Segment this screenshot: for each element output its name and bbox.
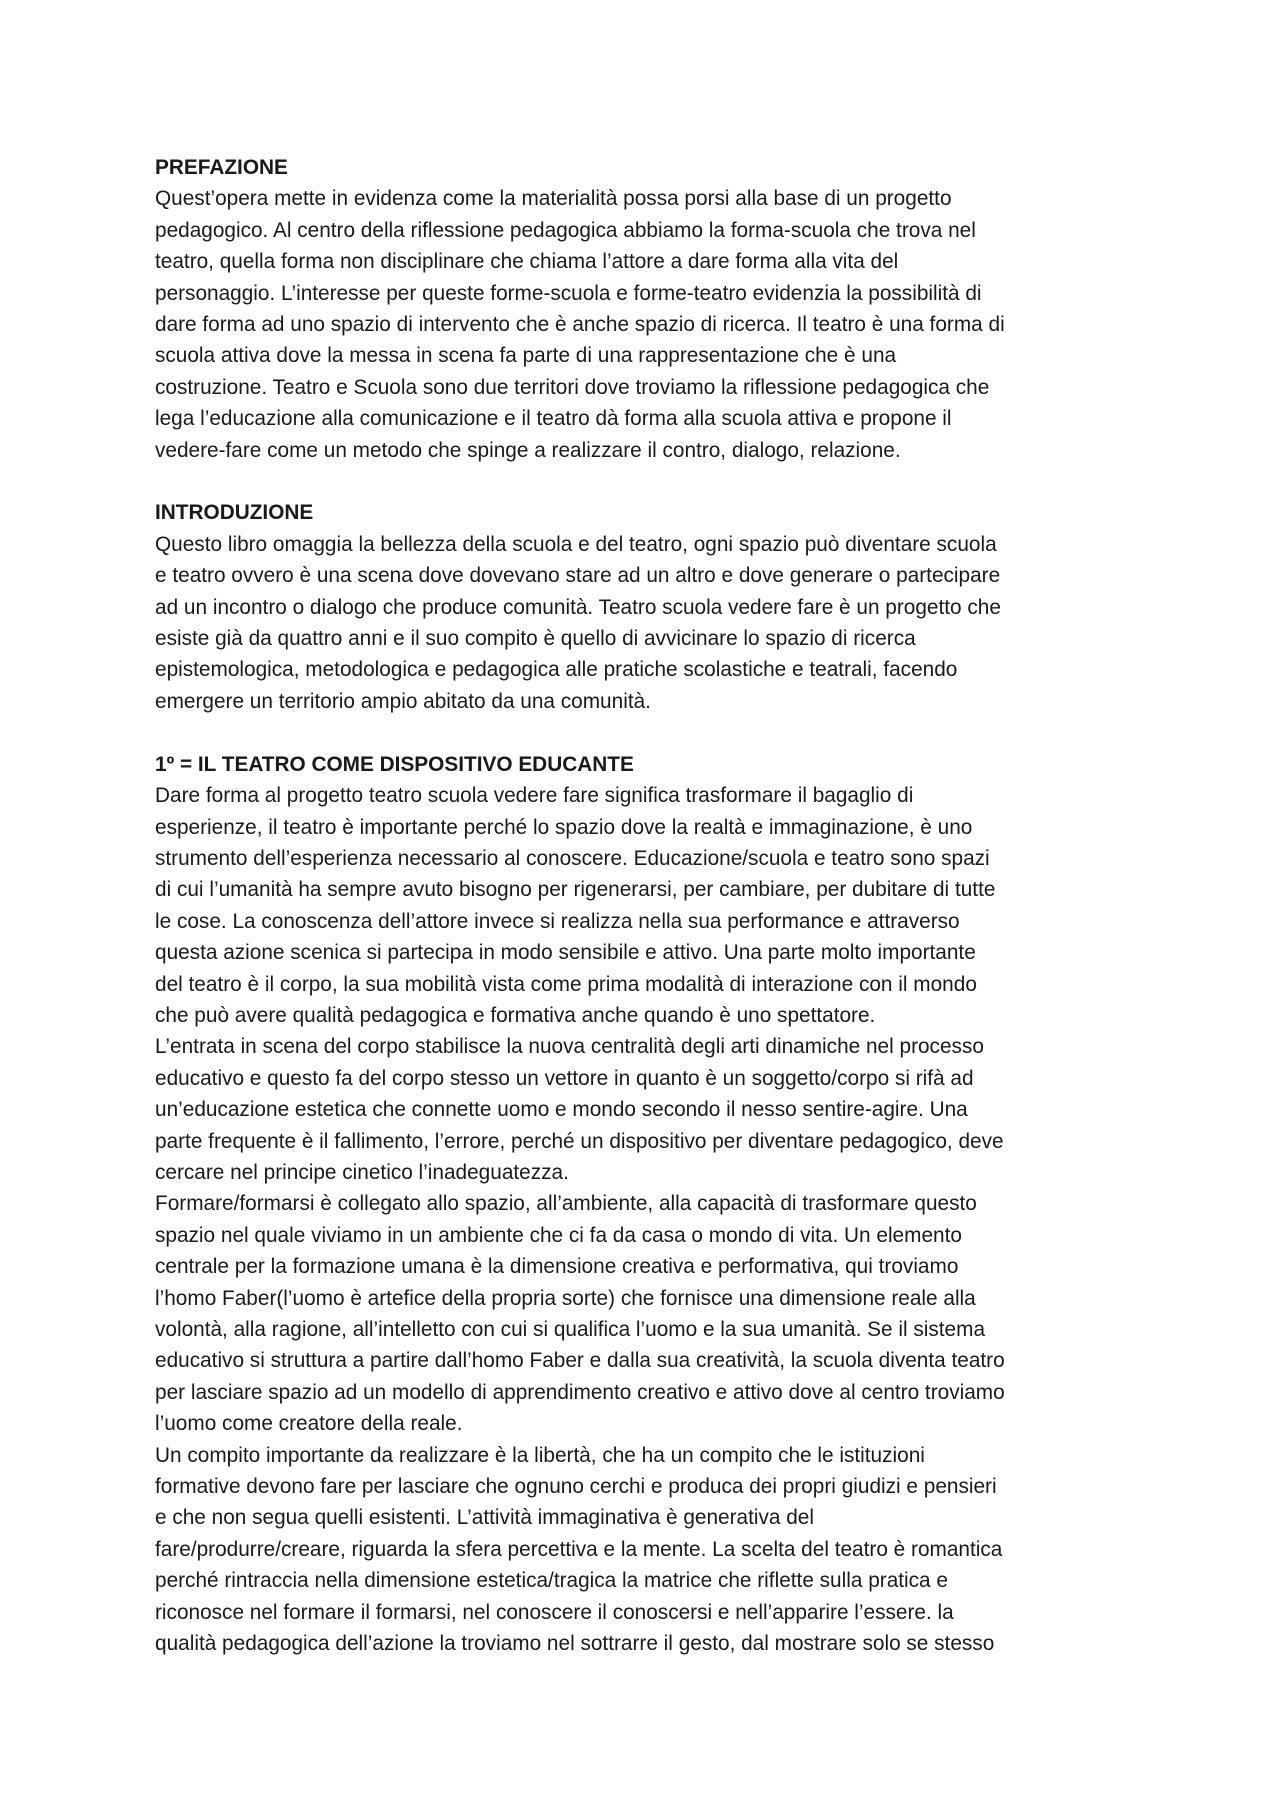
section-body bbox=[155, 183, 1135, 466]
text-line: epistemologica, metodologica e pedagogica alle pratiche scolastiche e teatrali, facendo bbox=[155, 658, 958, 682]
text-line: del teatro è il corpo, la sua mobilità vista come prima modalità di interazione con il mondo bbox=[155, 972, 977, 996]
text-line: per lasciare spazio ad un modello di apprendimento creativo e attivo dove al centro troviamo bbox=[155, 1380, 1005, 1404]
text-line: lega l’educazione alla comunicazione e il teatro dà forma alla scuola attiva e propone il bbox=[155, 407, 952, 431]
text-line: le cose. La conoscenza dell’attore invece si realizza nella sua performance e attraverso bbox=[155, 909, 960, 933]
text-line: perché rintraccia nella dimensione estetica/tragica la matrice che riflette sulla pratica e bbox=[155, 1569, 948, 1593]
text-line: Questo libro omaggia la bellezza della scuola e del teatro, ogni spazio può diventare scuola bbox=[155, 532, 997, 556]
text-line: L’entrata in scena del corpo stabilisce la nuova centralità degli arti dinamiche nel processo bbox=[155, 1035, 984, 1059]
text-line: educativo e questo fa del corpo stesso un vettore in quanto è un soggetto/corpo si rifà ad bbox=[155, 1066, 974, 1090]
section-prefazione bbox=[155, 152, 1135, 466]
text-line: strumento dell’esperienza necessario al conoscere. Educazione/scuola e teatro sono spazi bbox=[155, 846, 990, 870]
text-line: ad un incontro o dialogo che produce comunità. Teatro scuola vedere fare è un progetto che bbox=[155, 595, 1001, 619]
text-line: l’uomo come creatore della reale. bbox=[155, 1412, 463, 1436]
text-line: Dare forma al progetto teatro scuola vedere fare significa trasformare il bagaglio di bbox=[155, 784, 914, 808]
text-line: teatro, quella forma non disciplinare che chiama l’attore a dare forma alla vita del bbox=[155, 250, 899, 274]
text-line: e che non segua quelli esistenti. L’attività immaginativa è generativa del bbox=[155, 1506, 814, 1530]
text-line: esperienze, il teatro è importante perché lo spazio dove la realtà e immaginazione, è uno bbox=[155, 815, 973, 839]
text-line: spazio nel quale viviamo in un ambiente che ci fa da casa o mondo di vita. Un elemento bbox=[155, 1223, 962, 1247]
text-line: l’homo Faber(l’uomo è artefice della propria sorte) che fornisce una dimensione reale alla bbox=[155, 1286, 976, 1310]
text-line: dare forma ad uno spazio di intervento che è anche spazio di ricerca. Il teatro è una forma di bbox=[155, 313, 1005, 337]
text-line: volontà, alla ragione, all’intelletto con cui si qualifica l’uomo e la sua umanità. Se il sistema bbox=[155, 1318, 986, 1341]
section-body bbox=[155, 529, 1135, 717]
text-line: costruzione. Teatro e Scuola sono due territori dove troviamo la riflessione pedagogica che bbox=[155, 375, 990, 399]
section-chapter-1 bbox=[155, 749, 1135, 1660]
text-line: Un compito importante da realizzare è la libertà, che ha un compito che le istituzioni bbox=[155, 1443, 925, 1467]
text-line: che può avere qualità pedagogica e formativa anche quando è uno spettatore. bbox=[155, 1003, 876, 1027]
text-line: vedere-fare come un metodo che spinge a realizzare il contro, dialogo, relazione. bbox=[155, 438, 901, 462]
text-line: esiste già da quattro anni e il suo compito è quello di avvicinare lo spazio di ricerca bbox=[155, 627, 916, 651]
text-line: questa azione scenica si partecipa in modo sensibile e attivo. Una parte molto importante bbox=[155, 941, 976, 965]
text-line: di cui l’umanità ha sempre avuto bisogno per rigenerarsi, per cambiare, per dubitare di tutte bbox=[155, 878, 996, 902]
text-line: emergere un territorio ampio abitato da una comunità. bbox=[155, 689, 651, 713]
section-heading: INTRODUZIONE bbox=[155, 501, 314, 525]
text-line: un’educazione estetica che connette uomo e mondo secondo il nesso sentire-agire. Una bbox=[155, 1098, 968, 1122]
text-line: riconosce nel formare il formarsi, nel conoscere il conoscersi e nell’apparire l’essere. la bbox=[155, 1600, 954, 1624]
text-line: pedagogico. Al centro della riflessione pedagogica abbiamo la forma-scuola che trova nel bbox=[155, 218, 976, 242]
text-line: parte frequente è il fallimento, l’errore, perché un dispositivo per diventare pedagogico, deve bbox=[155, 1129, 1004, 1153]
section-introduzione bbox=[155, 497, 1135, 717]
section-heading: 1º = IL TEATRO COME DISPOSITIVO EDUCANTE bbox=[155, 752, 634, 776]
text-line: personaggio. L’interesse per queste forme-scuola e forme-teatro evidenzia la possibilità di bbox=[155, 281, 982, 305]
text-line: scuola attiva dove la messa in scena fa parte di una rappresentazione che è una bbox=[155, 344, 897, 368]
text-line: educativo si struttura a partire dall’homo Faber e dalla sua creatività, la scuola diventa teatro bbox=[155, 1349, 1005, 1373]
text-line: Formare/formarsi è collegato allo spazio, all’ambiente, alla capacità di trasformare questo bbox=[155, 1192, 977, 1216]
text-line: formative devono fare per lasciare che ognuno cerchi e produca dei propri giudizi e pensieri bbox=[155, 1475, 997, 1499]
document-page bbox=[155, 152, 1135, 1691]
section-body bbox=[155, 780, 1135, 1659]
text-line: cercare nel principe cinetico l’inadeguatezza. bbox=[155, 1160, 569, 1184]
text-line: fare/produrre/creare, riguarda la sfera percettiva e la mente. La scelta del teatro è romantica bbox=[155, 1537, 1003, 1561]
text-line: centrale per la formazione umana è la dimensione creativa e performativa, qui troviamo bbox=[155, 1255, 959, 1279]
section-heading: PREFAZIONE bbox=[155, 156, 288, 179]
text-line: qualità pedagogica dell’azione la troviamo nel sottrarre il gesto, dal mostrare solo se stesso bbox=[155, 1632, 995, 1656]
text-line: Quest’opera mette in evidenza come la materialità possa porsi alla base di un progetto bbox=[155, 187, 952, 211]
text-line: e teatro ovvero è una scena dove dovevano stare ad un altro e dove generare o partecipare bbox=[155, 564, 1001, 588]
